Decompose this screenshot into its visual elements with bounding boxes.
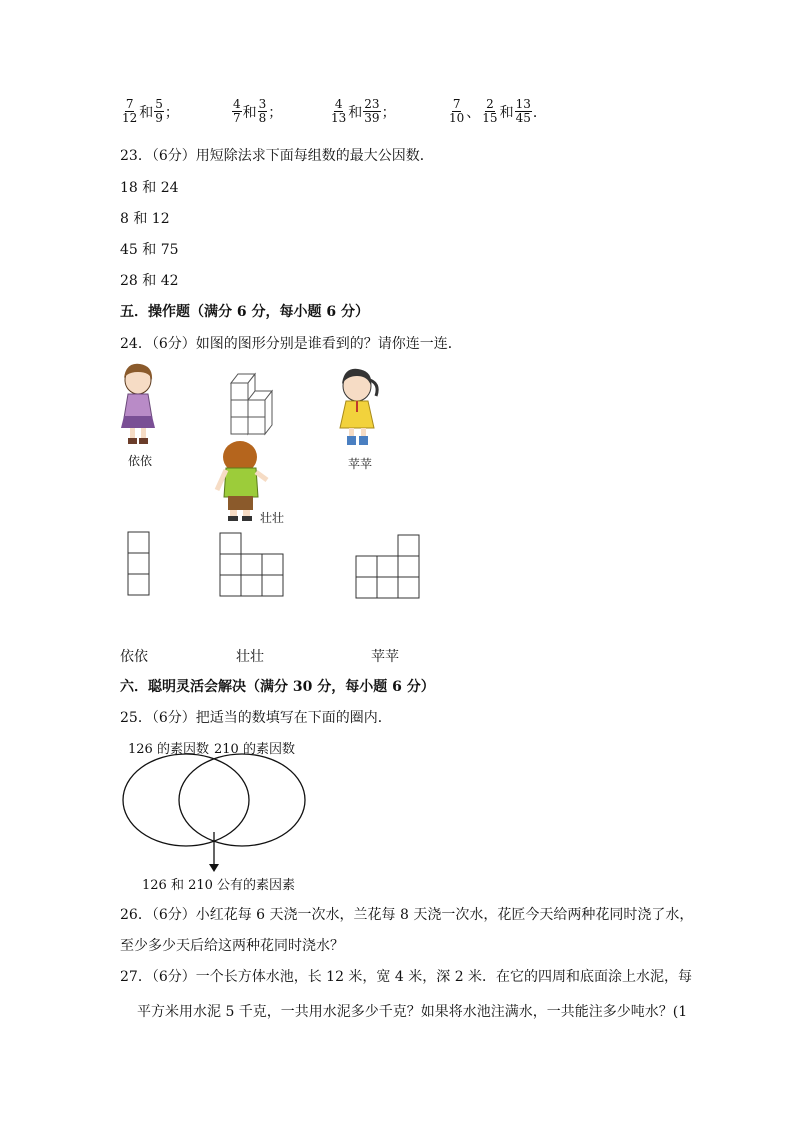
fraction: $\frac{4}{13}$	[331, 97, 347, 125]
venn-right-label: 210 的素因数	[214, 742, 295, 757]
view-label-middle: 壮壮	[236, 649, 264, 665]
fraction-group-4: $\frac{7}{10}$ 、 $\frac{2}{15}$ 和 $\frac{13}{45}$ ．	[449, 97, 547, 125]
venn-diagram	[123, 754, 305, 872]
venn-common-label: 126 和 210 公有的素因素	[142, 878, 296, 893]
venn-left-label: 126 的素因数	[128, 742, 209, 757]
q23-item: 28 和 42	[120, 273, 179, 289]
fraction-group-1: $\frac{7}{12}$ 和 $\frac{5}{9}$ ；	[122, 97, 179, 125]
section-heading-6: 六．聪明灵活会解决（满分 30 分，每小题 6 分）	[120, 679, 435, 695]
q23-title: 23．（6分）用短除法求下面每组数的最大公因数．	[120, 148, 434, 164]
fraction: $\frac{5}{9}$	[155, 97, 163, 125]
fraction-group-2: $\frac{4}{7}$ 和 $\frac{3}{8}$ ；	[233, 97, 283, 125]
venn-left-circle	[123, 754, 249, 846]
view-middle	[220, 533, 283, 596]
q27-line1: 27．（6分）一个长方体水池，长 12 米，宽 4 米，深 2 米．在它的四周和底面涂上水泥，每	[120, 969, 693, 985]
fraction: $\frac{3}{8}$	[258, 97, 267, 125]
name-zhuangzhuang: 壮壮	[260, 511, 285, 525]
fraction-group-3: $\frac{4}{13}$ 和 $\frac{23}{39}$ ；	[331, 97, 396, 125]
q23-item: 8 和 12	[120, 211, 170, 227]
view-label-right: 苹苹	[371, 649, 399, 665]
fraction: $\frac{4}{7}$	[233, 97, 241, 125]
section-heading-5: 五．操作题（满分 6 分，每小题 6 分）	[120, 304, 369, 320]
venn-arrow-head	[209, 864, 219, 872]
q26-line2: 至少多少天后给这两种花同时浇水？	[120, 938, 344, 954]
fraction: $\frac{13}{45}$	[515, 97, 531, 125]
connector-text: 和	[139, 104, 154, 121]
q23-item: 45 和 75	[120, 242, 179, 258]
q27-line2: 平方米用水泥 5 千克，一共用水泥多少千克？如果将水池注满水，一共能注多少吨水？(1	[137, 1004, 688, 1020]
fraction: $\frac{7}{10}$	[449, 97, 465, 125]
q25-title: 25．（6分）把适当的数填写在下面的圈内．	[120, 710, 392, 726]
venn-right-circle	[179, 754, 305, 846]
q23-item: 18 和 24	[120, 180, 179, 196]
q24-title: 24．（6分）如图的图形分别是谁看到的？请你连一连．	[120, 336, 462, 352]
view-left	[128, 532, 149, 595]
fraction: $\frac{7}{12}$	[122, 97, 138, 125]
view-right	[356, 535, 419, 598]
name-yiyi: 依依	[128, 454, 153, 468]
q26-line1: 26．（6分）小红花每 6 天浇一次水，兰花每 8 天浇一次水，花匠今天给两种花同时浇了水，	[120, 907, 694, 923]
cube-stack	[231, 374, 272, 434]
view-label-left: 依依	[120, 649, 148, 665]
name-pingping: 苹苹	[348, 457, 373, 471]
fraction: $\frac{2}{15}$	[482, 97, 498, 125]
girl-yiyi-figure	[121, 364, 155, 444]
fraction: $\frac{23}{39}$	[364, 97, 380, 125]
girl-pingping-figure	[340, 369, 377, 445]
